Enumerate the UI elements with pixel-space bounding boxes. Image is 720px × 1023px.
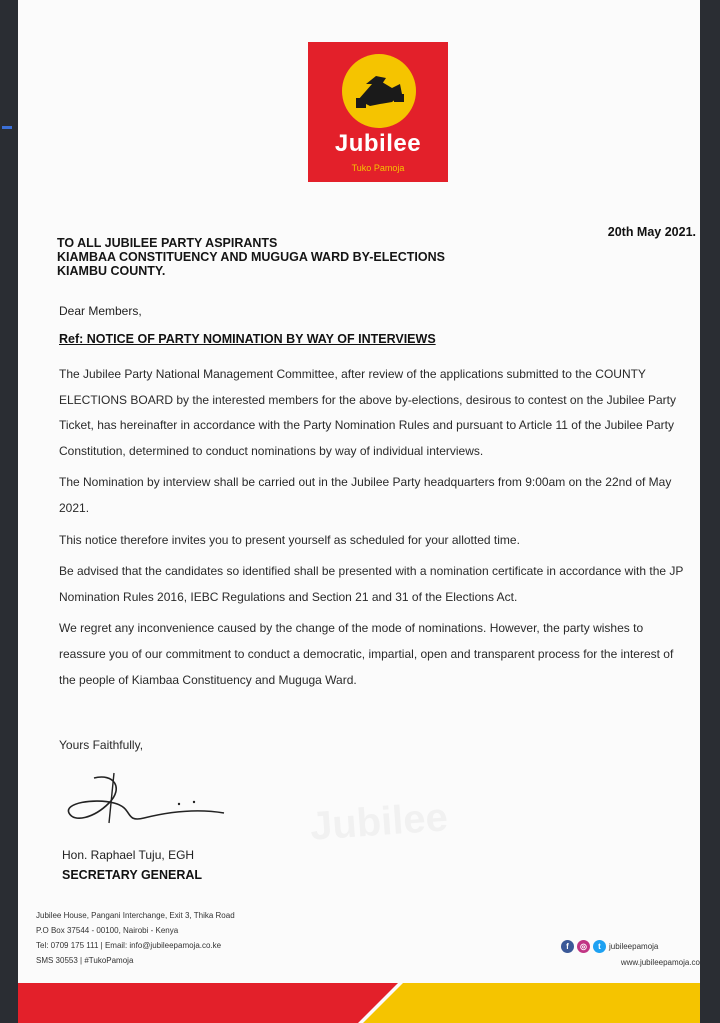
website: www.jubileepamoja.co	[620, 958, 700, 967]
letter-date: 20th May 2021.	[607, 225, 696, 239]
signatory-title: SECRETARY GENERAL	[62, 868, 203, 882]
footer-stripe	[18, 983, 700, 1023]
footer-yellow-band	[363, 983, 700, 1023]
paragraph: We regret any inconvenience caused by the change of the mode of nominations. However, the party wishes to reassure you of our commitment to conduct a democratic, impartial, open and transparent process for the interest of the people of Kiambaa Constituency and Muguga Ward.	[59, 621, 674, 687]
contact-line: Jubilee House, Pangani Interchange, Exit 3, Thika Road	[36, 911, 235, 920]
twitter-icon: t	[593, 940, 606, 953]
contact-line: Tel: 0709 175 111 | Email: info@jubileepamoja.co.ke	[36, 941, 222, 950]
social-links	[561, 940, 658, 953]
paragraph: This notice therefore invites you to present yourself as scheduled for your allotted time.	[59, 532, 520, 547]
edge-mark	[2, 126, 12, 129]
letter-page	[18, 0, 700, 1023]
letter-body	[59, 362, 691, 699]
facebook-icon: f	[561, 940, 574, 953]
addressee-line: TO ALL JUBILEE PARTY ASPIRANTS	[57, 236, 278, 250]
watermark: Jubilee	[308, 795, 450, 849]
contact-line: P.O Box 37544 - 00100, Nairobi - Kenya	[36, 926, 179, 935]
jubilee-logo	[308, 42, 448, 182]
instagram-icon: ◎	[577, 940, 590, 953]
footer-red-band	[18, 983, 398, 1023]
background-edge	[0, 0, 18, 1023]
addressee-block	[57, 236, 445, 278]
contact-block	[36, 908, 235, 968]
social-handle: jubileepamoja	[609, 942, 659, 951]
contact-line: SMS 30553 | #TukoPamoja	[36, 956, 134, 965]
addressee-line: KIAMBAA CONSTITUENCY AND MUGUGA WARD BY-ELECTIONS	[57, 250, 445, 264]
logo-tagline: Tuko Pamoja	[351, 163, 405, 173]
paragraph: The Jubilee Party National Management Committee, after review of the applications submitted to the COUNTY ELECTIONS BOARD by the interested members for the above by-elections, desirous to contest on the Jubilee Party Ticket, has hereinafter in accordance with the Party Nomination Rules and pursuant to Article 11 of the Jubilee Party Constitution, determined to conduct nominations by way of individual interviews.	[59, 367, 676, 458]
reference-line: Ref: NOTICE OF PARTY NOMINATION BY WAY OF INTERVIEWS	[59, 332, 436, 346]
logo-wordmark: Jubilee	[334, 130, 422, 157]
paragraph: The Nomination by interview shall be carried out in the Jubilee Party headquarters from 9:00am on the 22nd of May 2021.	[59, 475, 672, 515]
addressee-line: KIAMBU COUNTY.	[57, 264, 166, 278]
paragraph: Be advised that the candidates so identified shall be presented with a nomination certificate in accordance with the JP Nomination Rules 2016, IEBC Regulations and Section 21 and 31 of the Elections Act.	[59, 564, 684, 604]
signatory-name: Hon. Raphael Tuju, EGH	[62, 848, 195, 862]
handshake-icon	[342, 54, 416, 128]
signature	[54, 768, 254, 843]
salutation: Dear Members,	[59, 304, 142, 318]
closing: Yours Faithfully,	[59, 738, 144, 752]
